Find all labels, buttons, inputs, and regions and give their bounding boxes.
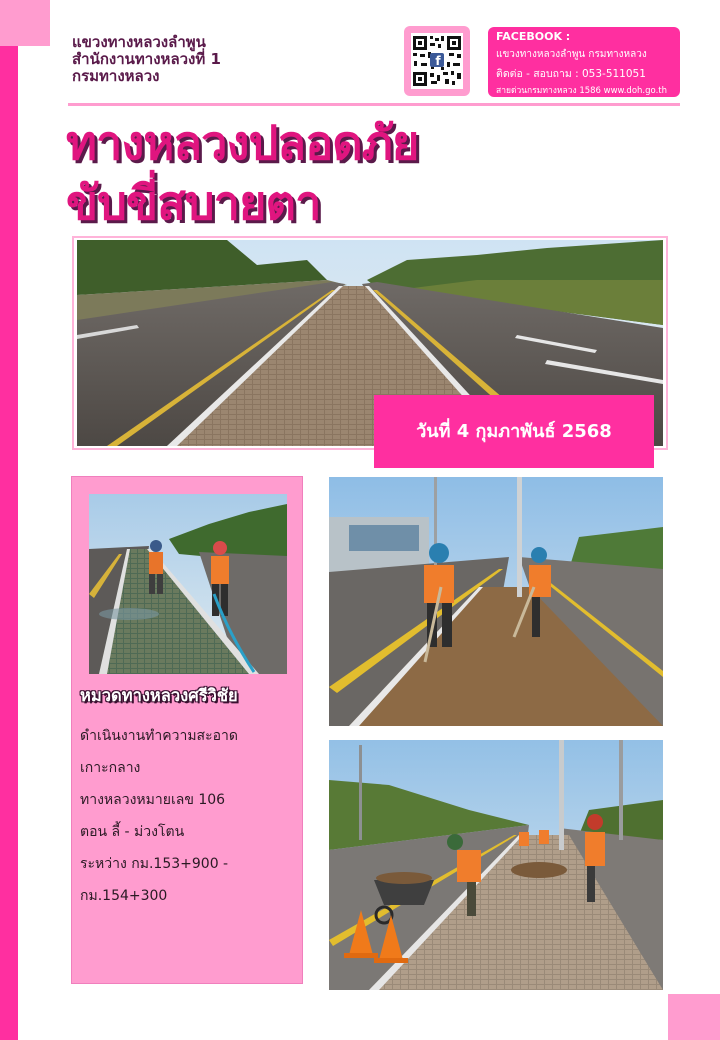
org-line-department: กรมทางหลวง: [72, 67, 160, 85]
headline-line-1: ทางหลวงปลอดภัย: [66, 116, 419, 171]
card-line: กม.154+300: [80, 888, 168, 904]
hotline-website[interactable]: สายด่วนกรมทางหลวง 1586 www.doh.go.th: [496, 86, 667, 96]
qr-code-icon[interactable]: [411, 33, 463, 89]
bottom-right-accent: [668, 994, 720, 1040]
org-line-bureau: สำนักงานทางหลวงที่ 1: [72, 50, 221, 68]
contact-box: [488, 27, 680, 97]
card-line: ทางหลวงหมายเลข 106: [80, 792, 226, 808]
card-line: ตอน ลี้ - ม่วงโตน: [80, 824, 185, 840]
org-line-office: แขวงทางหลวงลำพูน: [72, 33, 206, 51]
facebook-icon: [430, 53, 444, 68]
card-description: [80, 720, 238, 912]
card-line: ดำเนินงานทำความสะอาด: [80, 728, 238, 744]
card-line: เกาะกลาง: [80, 760, 141, 776]
facebook-label: FACEBOOK :: [496, 30, 571, 43]
organization-name: [72, 34, 221, 85]
card-line: ระหว่าง กม.153+900 -: [80, 856, 229, 872]
top-left-accent: [0, 0, 50, 46]
photo-workers-raking-median: [329, 477, 663, 726]
photo-workers-washing-median: [89, 494, 287, 674]
header-divider: [68, 103, 680, 106]
date-banner: วันที่ 4 กุมภาพันธ์ 2568: [374, 395, 654, 468]
left-accent-bar: [0, 0, 18, 1040]
headline-line-2: ขับขี่สบายตา: [66, 176, 321, 231]
facebook-page-name[interactable]: แขวงทางหลวงลำพูน กรมทางหลวง: [496, 49, 647, 60]
svg-text:f: f: [435, 54, 441, 68]
photo-workers-clearing-median-wheelbarrow: [329, 740, 663, 990]
card-title: หมวดทางหลวงศรีวิชัย: [80, 686, 238, 705]
contact-phone: ติดต่อ - สอบถาม : 053-511051: [496, 68, 646, 80]
headline: [66, 114, 418, 234]
